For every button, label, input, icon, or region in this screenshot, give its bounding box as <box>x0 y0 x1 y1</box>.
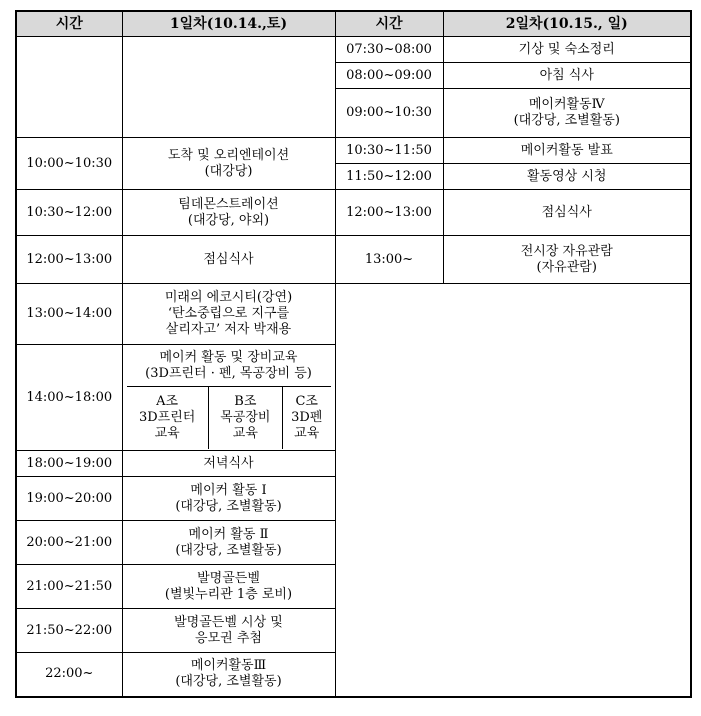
day1-activity <box>122 653 335 697</box>
activity-line: (대강당, 조별활동) <box>175 674 282 690</box>
group-a-cell <box>127 387 209 449</box>
day1-empty-activity <box>122 37 335 138</box>
day2-time: 08:00~09:00 <box>335 63 443 89</box>
equipment-training-heading <box>127 346 331 387</box>
day1-time: 21:00~21:50 <box>16 565 122 609</box>
activity-line: 메이커 활동 및 장비교육 <box>159 350 298 365</box>
activity-line: (자유관람) <box>536 259 597 275</box>
day1-time: 20:00~21:00 <box>16 521 122 565</box>
activity-line: 발명골든벨 <box>197 570 260 586</box>
header-day1: 1일차(10.14.,토) <box>122 11 335 37</box>
activity-line: 아침 식사 <box>539 67 594 83</box>
activity-line: (대강당, 조별활동) <box>175 542 282 558</box>
day2-time: 12:00~13:00 <box>335 190 443 236</box>
day2-activity <box>443 190 691 236</box>
activity-line: (대강당, 야외) <box>187 212 270 228</box>
group-line: 교육 <box>232 426 258 441</box>
group-line: 3D프린터 <box>138 410 196 425</box>
activity-line: 점심식사 <box>541 204 592 220</box>
day1-activity <box>122 609 335 653</box>
activity-line: 전시장 자유관람 <box>520 243 613 259</box>
group-line: C조 <box>295 394 318 409</box>
day1-time: 18:00~19:00 <box>16 451 122 477</box>
header-time-day2: 시간 <box>335 11 443 37</box>
day2-activity <box>443 138 691 164</box>
day1-activity <box>122 190 335 236</box>
header-time-day1: 시간 <box>16 11 122 37</box>
activity-line: 도착 및 오리엔테이션 <box>167 147 290 163</box>
day1-time: 10:30~12:00 <box>16 190 122 236</box>
day1-time: 22:00~ <box>16 653 122 697</box>
group-c-cell <box>282 387 330 449</box>
day2-time: 13:00~ <box>335 236 443 284</box>
group-line: 교육 <box>294 426 320 441</box>
day1-time: 13:00~14:00 <box>16 284 122 345</box>
activity-line: 기상 및 숙소정리 <box>518 41 615 57</box>
activity-line: ‘탄소중립으로 지구를 <box>167 306 290 321</box>
activity-line: 메이커 활동 Ⅰ <box>190 482 267 498</box>
activity-line: 메이커활동Ⅲ <box>190 658 267 674</box>
day1-time: 10:00~10:30 <box>16 138 122 190</box>
activity-line: (3D프린터 · 펜, 목공장비 등) <box>145 366 312 381</box>
header-day2: 2일차(10.15., 일) <box>443 11 691 37</box>
day1-activity <box>122 138 335 190</box>
day1-activity <box>122 565 335 609</box>
activity-line: (대강당) <box>204 163 253 179</box>
day1-time: 14:00~18:00 <box>16 345 122 451</box>
day2-activity <box>443 236 691 284</box>
activity-line: (대강당, 조별활동) <box>175 498 282 514</box>
activity-line: 미래의 에코시티(강연) <box>164 290 293 305</box>
group-line: 3D펜 <box>291 410 323 425</box>
day2-time: 09:00~10:30 <box>335 89 443 138</box>
day1-activity <box>122 477 335 521</box>
day2-activity <box>443 164 691 190</box>
group-line: A조 <box>156 394 179 409</box>
group-line: 교육 <box>154 426 180 441</box>
activity-line: 발명골든벨 시상 및 <box>174 614 283 630</box>
day2-activity <box>443 63 691 89</box>
day1-activity <box>122 236 335 284</box>
group-table <box>127 387 331 449</box>
day2-activity <box>443 89 691 138</box>
activity-line: 메이커 활동 Ⅱ <box>188 526 269 542</box>
activity-line: 저녁식사 <box>203 455 254 471</box>
day1-activity <box>122 451 335 477</box>
activity-line: 살리자고’ 저자 박재용 <box>165 322 292 337</box>
day1-time: 12:00~13:00 <box>16 236 122 284</box>
day2-activity <box>443 37 691 63</box>
day1-activity <box>122 521 335 565</box>
schedule-table <box>15 10 692 698</box>
activity-line: 응모권 추첨 <box>195 630 262 646</box>
day2-empty-area <box>335 284 691 697</box>
activity-line: 메이커활동Ⅳ <box>528 97 605 112</box>
day1-time: 19:00~20:00 <box>16 477 122 521</box>
activity-line: (대강당, 조별활동) <box>513 113 620 128</box>
activity-line: (별빛누리관 1층 로비) <box>164 586 293 602</box>
schedule-sheet <box>15 10 692 698</box>
activity-line: 메이커활동 발표 <box>520 142 613 158</box>
day2-time: 07:30~08:00 <box>335 37 443 63</box>
day1-activity <box>122 345 335 451</box>
day2-time: 10:30~11:50 <box>335 138 443 164</box>
activity-line: 팀데몬스트레이션 <box>178 196 279 212</box>
group-line: 목공장비 <box>220 410 271 425</box>
day2-time: 11:50~12:00 <box>335 164 443 190</box>
group-line: B조 <box>234 394 257 409</box>
header-row <box>16 11 691 37</box>
day1-empty-time <box>16 37 122 138</box>
activity-line: 활동영상 시청 <box>527 168 607 184</box>
activity-line: 점심식사 <box>203 251 254 267</box>
day1-activity <box>122 284 335 345</box>
day1-time: 21:50~22:00 <box>16 609 122 653</box>
group-b-cell <box>208 387 282 449</box>
